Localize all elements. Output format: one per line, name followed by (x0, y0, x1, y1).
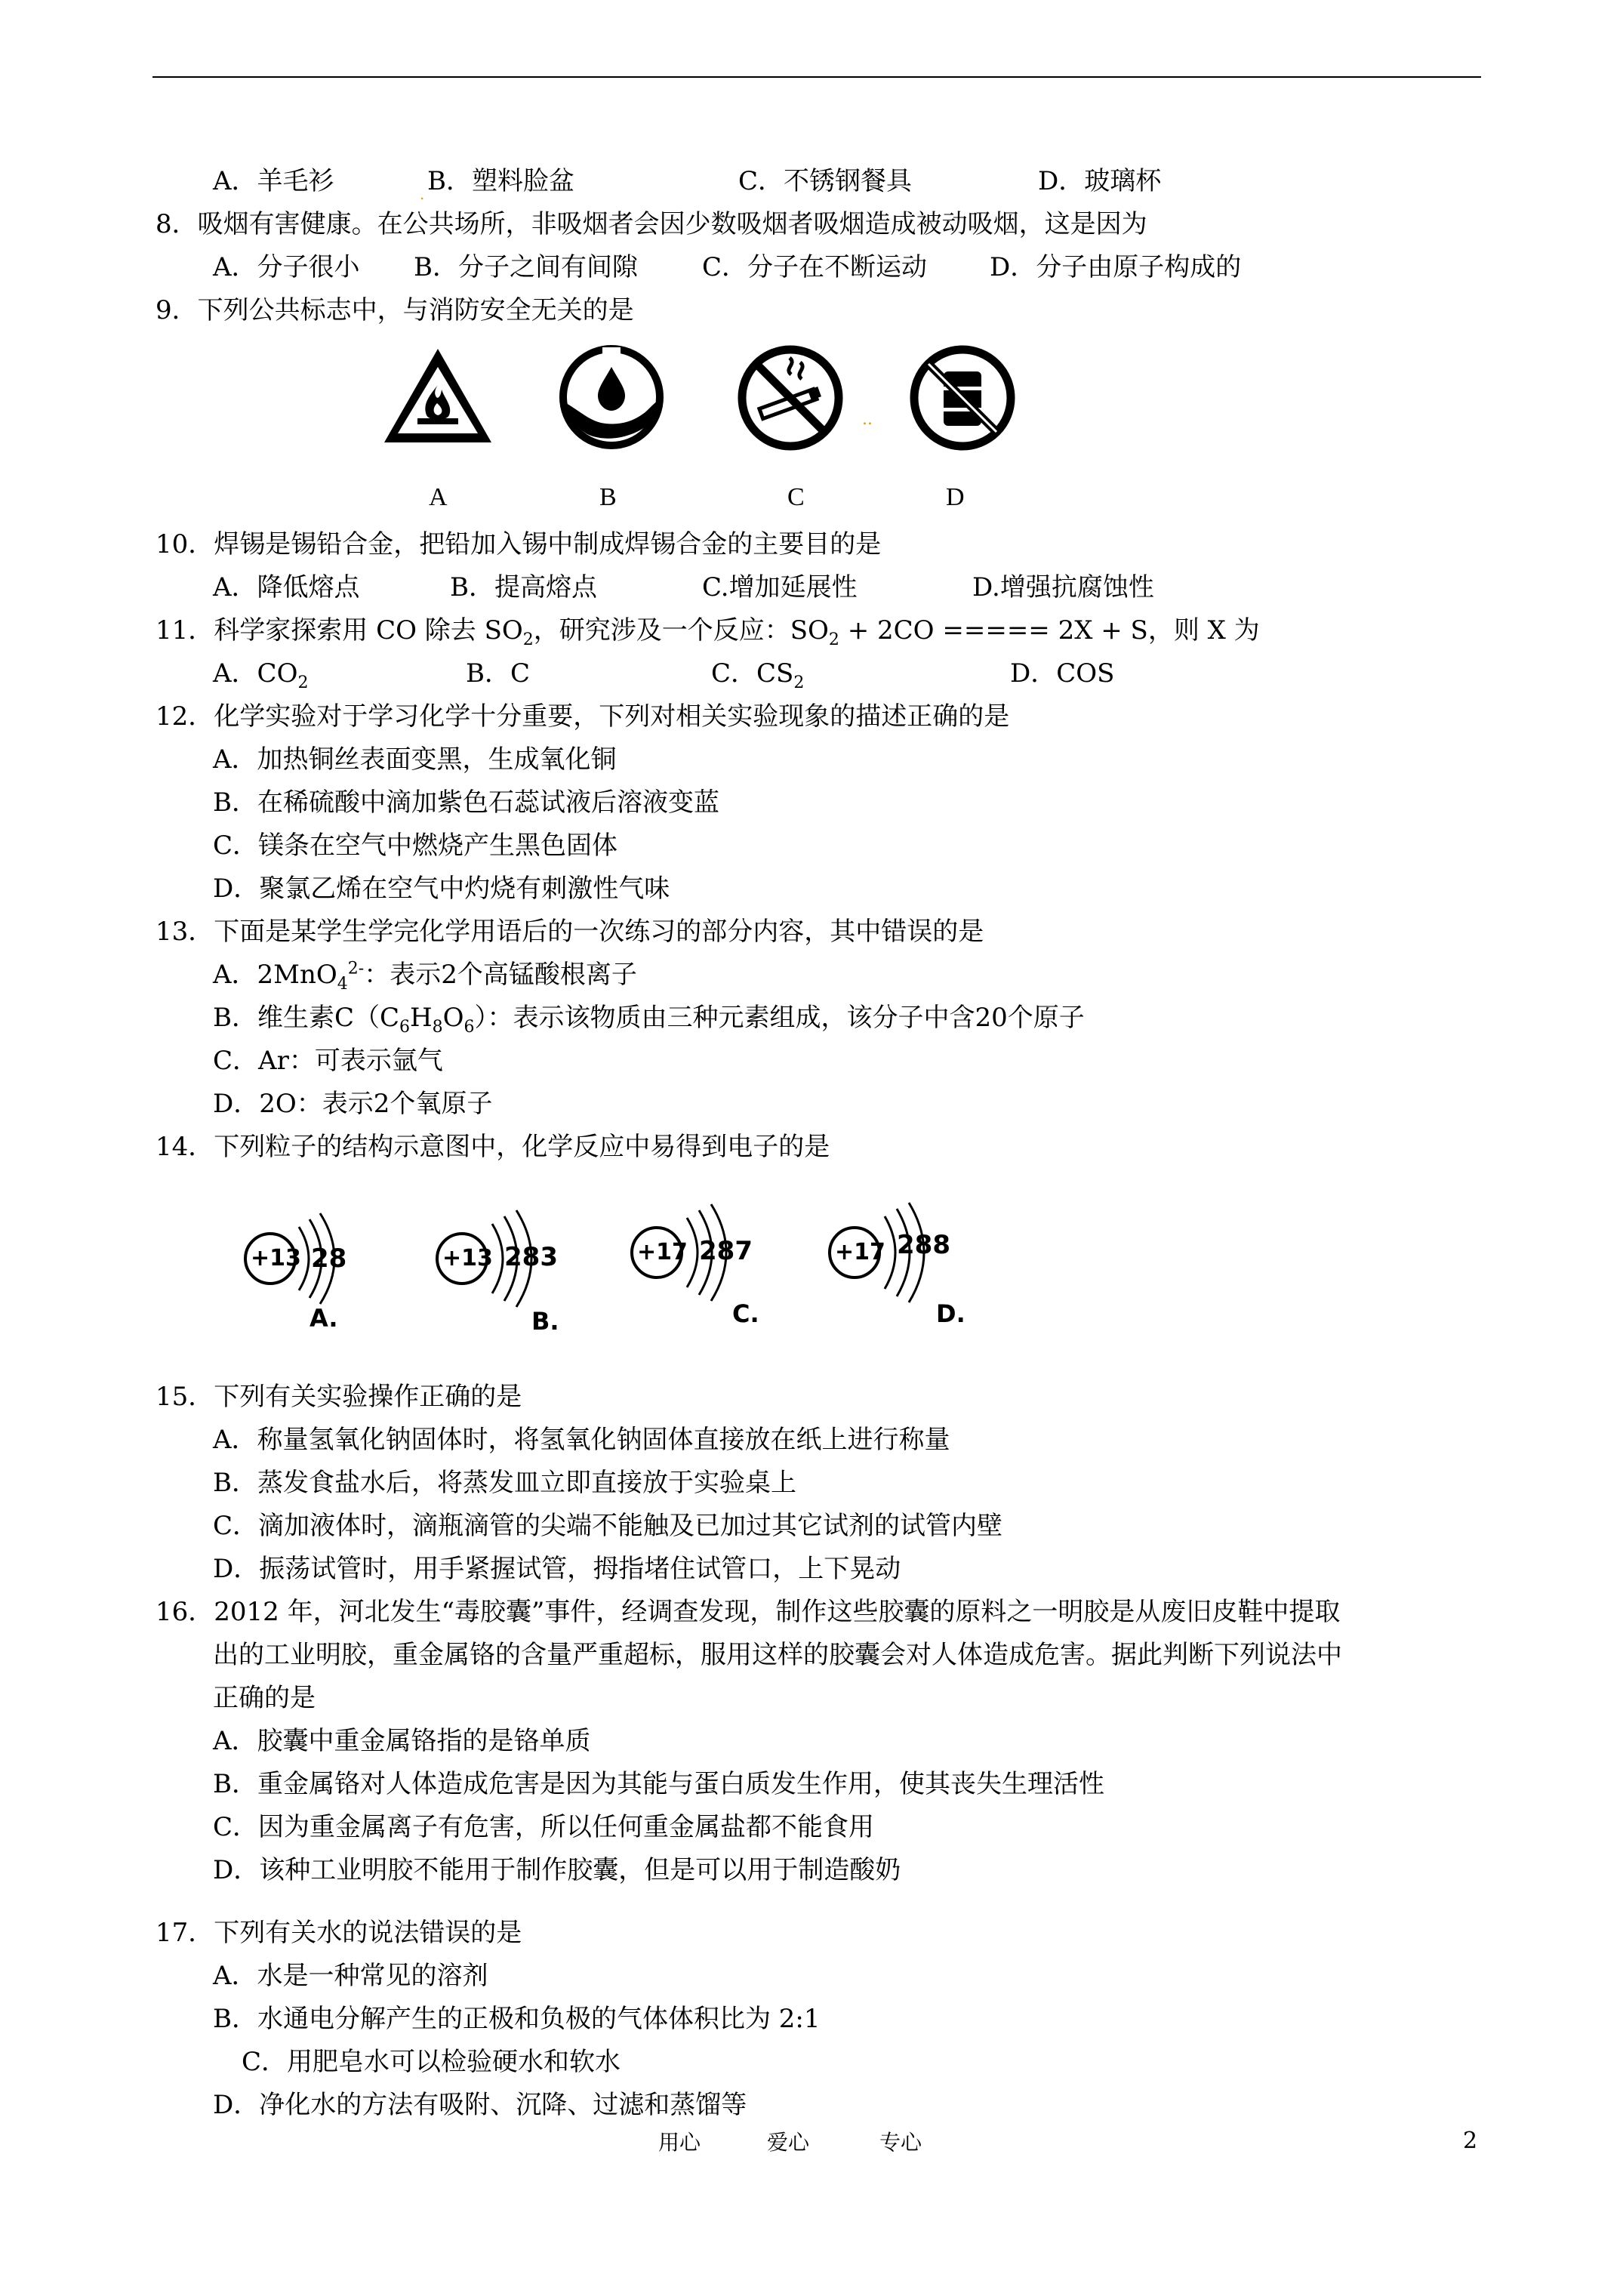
q8-option-c: C．分子在不断运动 (702, 252, 928, 282)
q13-option-b: B．维生素$C(C_6H_8O_6)$：表示该物质由三种元素组成，该分子中含20个原子 (213, 1003, 1085, 1037)
sign-label-a: A (429, 483, 448, 511)
q8-option-d: D．分子由原子构成的 (990, 252, 1242, 282)
header-rule (152, 76, 1481, 78)
electron-shells: 28 (311, 1244, 347, 1274)
no-smoking-icon (737, 344, 844, 451)
q11-option-d: D．COS (1010, 658, 1115, 689)
flammable-warning-icon (381, 346, 494, 448)
q16-option-a: A．胶囊中重金属铬指的是铬单质 (213, 1726, 591, 1756)
q16-stem-line-2: 出的工业明胶，重金属铬的含量严重超标，服用这样的胶囊会对人体造成危害。据此判断下列说法中 (213, 1640, 1342, 1670)
q15-option-c: C．滴加液体时，滴瓶滴管的尖端不能触及已加过其它试剂的试管内壁 (213, 1511, 1003, 1541)
q13-option-c: C．Ar：可表示氩气 (213, 1046, 443, 1076)
q11-option-b: B．C (466, 658, 530, 689)
q13-option-d: D．2O：表示2个氧原子 (213, 1089, 493, 1119)
q10-option-b: B．提高熔点 (450, 572, 597, 603)
nucleus-charge: +17 (835, 1239, 885, 1265)
q16-stem-line-1: 16．2012 年，河北发生“毒胶囊”事件，经调查发现，制作这些胶囊的原料之一明胶是从废旧皮鞋中提取 (156, 1597, 1341, 1627)
q15-option-b: B．蒸发食盐水后，将蒸发皿立即直接放于实验桌上 (213, 1468, 796, 1498)
footer-item-1: 用心 (658, 2130, 701, 2155)
footer-item-3: 专心 (879, 2130, 922, 2155)
q9-stem: 9．下列公共标志中，与消防安全无关的是 (156, 295, 634, 325)
atom-label: A. (310, 1304, 338, 1333)
q8-option-b: B．分子之间有间隙 (414, 252, 638, 282)
nucleus-charge: +13 (442, 1245, 493, 1271)
q8-stem: 8．吸烟有害健康。在公共场所，非吸烟者会因少数吸烟者吸烟造成被动吸烟，这是因为 (156, 209, 1147, 239)
q17-option-a: A．水是一种常见的溶剂 (213, 1961, 488, 1991)
electron-shells: 287 (699, 1236, 753, 1266)
q12-option-a: A．加热铜丝表面变黑，生成氧化铜 (213, 744, 617, 775)
q12-option-d: D．聚氯乙烯在空气中灼烧有刺激性气味 (213, 874, 670, 904)
q11-option-c: C．$CS_2$ (711, 658, 805, 692)
q15-option-d: D．振荡试管时，用手紧握试管，拇指堵住试管口，上下晃动 (213, 1554, 901, 1584)
q10-option-d: D.增强抗腐蚀性 (972, 572, 1154, 603)
q13-option-a: A．2MnO$_4^{2-}$：表示2个高锰酸根离子 (213, 959, 637, 994)
atom-label: C. (732, 1299, 759, 1328)
q7-option-c: C．不锈钢餐具 (738, 166, 913, 196)
page-number: 2 (1463, 2128, 1478, 2154)
electron-shells: 288 (897, 1230, 950, 1260)
q16-option-d: D．该种工业明胶不能用于制作胶囊，但是可以用于制造酸奶 (213, 1855, 901, 1885)
q11-option-a: A．$CO_2$ (213, 658, 309, 692)
q17-stem: 17．下列有关水的说法错误的是 (156, 1918, 522, 1948)
atom-label: D. (936, 1299, 965, 1328)
q12-stem: 12．化学实验对于学习化学十分重要，下列对相关实验现象的描述正确的是 (156, 701, 1010, 732)
q7-option-d: D．玻璃杯 (1038, 166, 1162, 196)
sign-label-c: C (787, 483, 805, 511)
q16-stem-line-3: 正确的是 (213, 1683, 316, 1713)
q8-option-a: A．分子很小 (213, 252, 360, 282)
q12-option-b: B．在稀硫酸中滴加紫色石蕊试液后溶液变蓝 (213, 787, 719, 818)
q15-option-a: A．称量氢氧化钠固体时，将氢氧化钠固体直接放在纸上进行称量 (213, 1425, 950, 1455)
stray-mark: . (420, 185, 425, 203)
sign-label-b: B (599, 483, 617, 511)
q17-option-c: C．用肥皂水可以检验硬水和软水 (242, 2047, 621, 2077)
electron-shells: 283 (504, 1242, 558, 1272)
q10-stem: 10．焊锡是锡铅合金，把铅加入锡中制成焊锡合金的主要目的是 (156, 529, 882, 559)
q10-option-a: A．降低熔点 (213, 572, 360, 603)
q16-option-c: C．因为重金属离子有危害，所以任何重金属盐都不能食用 (213, 1812, 875, 1842)
water-saving-icon (559, 344, 664, 450)
no-flammable-liquids-icon (909, 344, 1016, 451)
q7-option-b: B．塑料脸盆 (427, 166, 574, 196)
q12-option-c: C．镁条在空气中燃烧产生黑色固体 (213, 831, 618, 861)
nucleus-charge: +13 (251, 1245, 301, 1271)
q17-option-d: D．净化水的方法有吸附、沉降、过滤和蒸馏等 (213, 2090, 747, 2120)
q10-option-c: C.增加延展性 (702, 572, 858, 603)
atom-label: B. (531, 1307, 559, 1336)
q15-stem: 15．下列有关实验操作正确的是 (156, 1382, 522, 1412)
stray-mark: .. (862, 410, 873, 429)
sign-label-d: D (946, 483, 965, 511)
q7-option-a: A．羊毛衫 (213, 166, 334, 196)
footer-item-2: 爱心 (767, 2130, 810, 2155)
q16-option-b: B．重金属铬对人体造成危害是因为其能与蛋白质发生作用，使其丧失生理活性 (213, 1769, 1104, 1799)
q11-stem: 11．科学家探索用 CO 除去 $SO_2$，研究涉及一个反应：$SO_2 + 2CO$ ===== 2X + S，则 X 为 (156, 615, 1260, 649)
nucleus-charge: +17 (637, 1239, 688, 1265)
q14-stem: 14．下列粒子的结构示意图中，化学反应中易得到电子的是 (156, 1132, 830, 1162)
q13-stem: 13．下面是某学生学完化学用语后的一次练习的部分内容，其中错误的是 (156, 917, 984, 947)
q17-option-b: B．水通电分解产生的正极和负极的气体体积比为 2:1 (213, 2004, 821, 2034)
